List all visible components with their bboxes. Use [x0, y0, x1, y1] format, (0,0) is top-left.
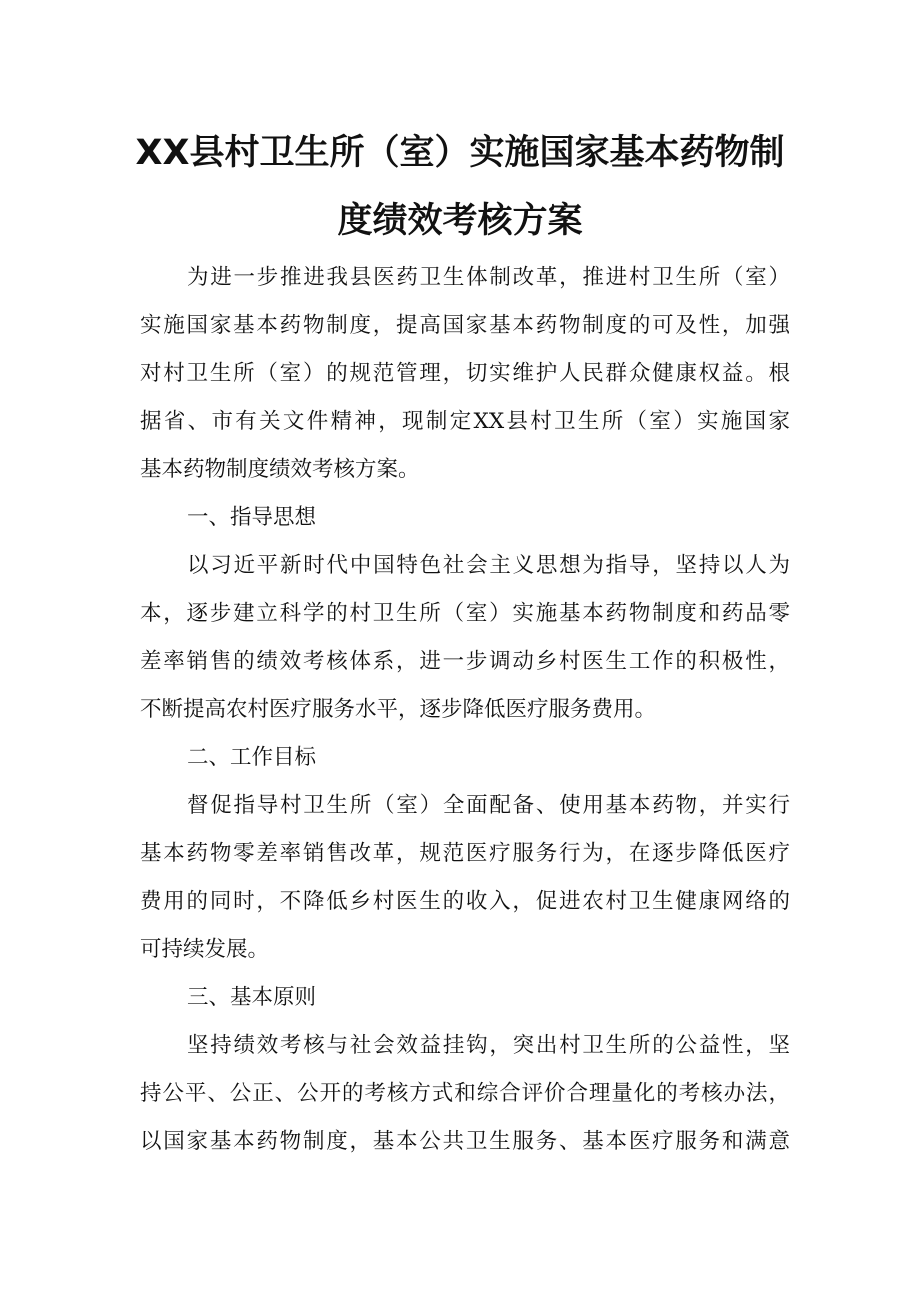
section-heading-work-goals: 二、工作目标: [187, 745, 317, 770]
paragraph-line: 实施国家基本药物制度，提高国家基本药物制度的可及性，加强: [140, 313, 790, 338]
paragraph-line: 基本药物制度绩效考核方案。: [140, 457, 420, 482]
paragraph-line: 持公平、公正、公开的考核方式和综合评价合理量化的考核办法，: [140, 1081, 790, 1106]
paragraph-line: 坚持绩效考核与社会效益挂钩，突出村卫生所的公益性，坚: [187, 1033, 790, 1058]
paragraph-line: 以国家基本药物制度，基本公共卫生服务、基本医疗服务和满意: [140, 1129, 790, 1154]
section-heading-basic-principles: 三、基本原则: [187, 985, 317, 1010]
paragraph-line: 为进一步推进我县医药卫生体制改革，推进村卫生所（室）: [187, 265, 790, 290]
document-body: [140, 254, 790, 1166]
paragraph-line: 本，逐步建立科学的村卫生所（室）实施基本药物制度和药品零: [140, 601, 790, 626]
paragraph-line: 费用的同时，不降低乡村医生的收入，促进农村卫生健康网络的: [140, 889, 790, 914]
paragraph-line: 对村卫生所（室）的规范管理，切实维护人民群众健康权益。根: [140, 361, 790, 386]
paragraph-line: 可持续发展。: [140, 937, 270, 962]
paragraph-line: 据省、市有关文件精神，现制定XX县村卫生所（室）实施国家: [140, 409, 790, 434]
paragraph-line: 差率销售的绩效考核体系，进一步调动乡村医生工作的积极性，: [140, 649, 790, 674]
document-title-line-1: XX县村卫生所（室）实施国家基本药物制: [135, 133, 785, 173]
paragraph-line: 督促指导村卫生所（室）全面配备、使用基本药物，并实行: [187, 793, 790, 818]
paragraph-line: 基本药物零差率销售改革，规范医疗服务行为，在逐步降低医疗: [140, 841, 790, 866]
paragraph-line: 以习近平新时代中国特色社会主义思想为指导，坚持以人为: [187, 553, 790, 578]
section-heading-guiding-ideology: 一、指导思想: [187, 505, 317, 530]
paragraph-line: 不断提高农村医疗服务水平，逐步降低医疗服务费用。: [140, 697, 657, 722]
document-title-line-2: 度绩效考核方案: [337, 201, 583, 241]
